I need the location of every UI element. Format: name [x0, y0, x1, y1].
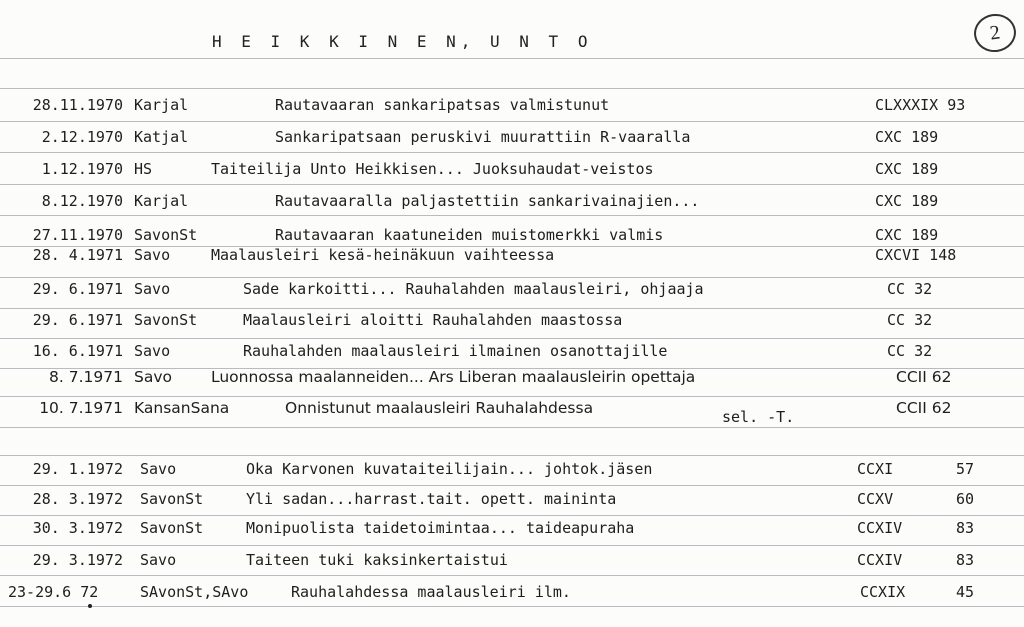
ink-dot: [88, 604, 92, 608]
handwritten-note: sel. -T.: [722, 408, 795, 426]
list-item: 16. 6.1971 Savo Rauhalahden maalausleiri ilmainen osanottajille CC 32: [32, 342, 933, 360]
rule-line: [0, 606, 1024, 607]
rule-line: [0, 88, 1024, 89]
card-title: H E I K K I N E N, U N T O: [212, 32, 593, 51]
rule-line: [0, 485, 1024, 486]
rule-line: [0, 308, 1024, 309]
rule-line: [0, 277, 1024, 278]
page-number-badge: 2: [972, 11, 1019, 54]
list-item: 27.11.1970 SavonSt Rautavaaran kaatuneiden muistomerkki valmis CXC 189: [32, 226, 939, 244]
list-item: 2.12.1970 Katjal Sankaripatsaan peruskivi muurattiin R-vaaralla CXC 189: [41, 128, 939, 146]
rule-line: [0, 215, 1024, 216]
rule-line: [0, 575, 1024, 576]
rule-line: [0, 545, 1024, 546]
list-item: 23-29.6 72 SAvonSt,SAvo Rauhalahdessa maalausleiri ilm. CCXIX 45: [8, 583, 975, 601]
rule-line: [0, 396, 1024, 397]
list-item: 28. 3.1972 SavonSt Yli sadan...harrast.tait. opett. maininta CCXV 60: [32, 490, 975, 508]
list-item: 28.11.1970 Karjal Rautavaaran sankaripatsas valmistunut CLXXXIX 93: [32, 96, 966, 114]
list-item: 29. 1.1972 Savo Oka Karvonen kuvataiteilijain... johtok.jäsen CCXI 57: [32, 460, 975, 478]
list-item: 8. 7.1971 Savo Luonnossa maalanneiden... Ars Liberan maalausleirin opettaja CCII 62: [49, 368, 952, 386]
list-item: 8.12.1970 Karjal Rautavaaralla paljastettiin sankarivainajien... CXC 189: [41, 192, 939, 210]
rule-line: [0, 152, 1024, 153]
list-item: 29. 3.1972 Savo Taiteen tuki kaksinkertaistui CCXIV 83: [32, 551, 975, 569]
list-item: 29. 6.1971 SavonSt Maalausleiri aloitti Rauhalahden maastossa CC 32: [32, 311, 933, 329]
rule-line: [0, 58, 1024, 59]
rule-line: [0, 515, 1024, 516]
list-item: 29. 6.1971 Savo Sade karkoitti... Rauhalahden maalausleiri, ohjaaja CC 32: [32, 280, 933, 298]
list-item: 30. 3.1972 SavonSt Monipuolista taidetoimintaa... taideapuraha CCXIV 83: [32, 519, 975, 537]
list-item: 1.12.1970 HS Taiteilija Unto Heikkisen... Juoksuhaudat-veistos CXC 189: [41, 160, 939, 178]
rule-line: [0, 455, 1024, 456]
rule-line: [0, 338, 1024, 339]
list-item: 28. 4.1971 Savo Maalausleiri kesä-heinäkuun vaihteessa CXCVI 148: [32, 246, 957, 264]
rule-line: [0, 121, 1024, 122]
rule-line: [0, 184, 1024, 185]
rule-line: [0, 427, 1024, 428]
list-item: 10. 7.1971 KansanSana Onnistunut maalausleiri Rauhalahdessa CCII 62: [39, 399, 952, 417]
